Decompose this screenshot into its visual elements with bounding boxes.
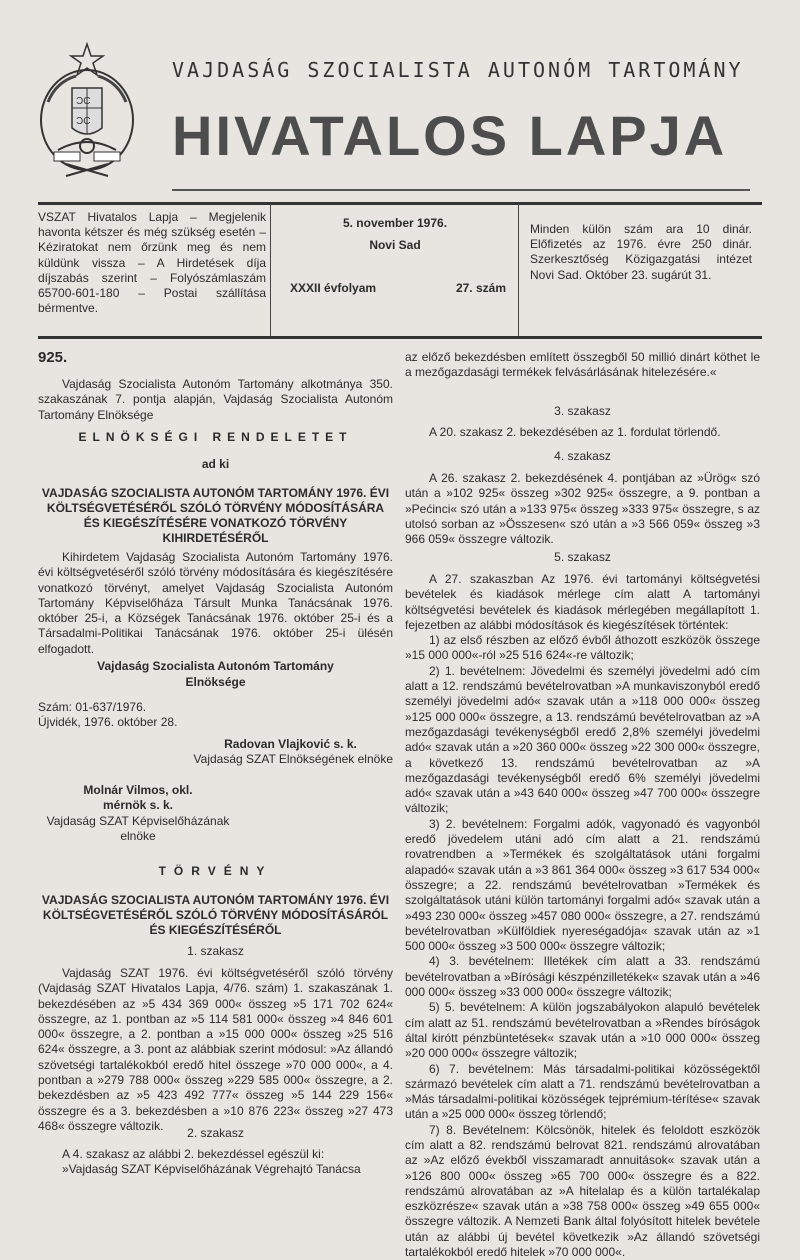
issue-date: 5. november 1976. xyxy=(342,216,448,230)
section-5-item: 4) 3. bevételnem: Illetékek cím alatt a 33. rendszámú bevételrovatban a »Bírósági készpénzilletékek« szavak után a »46 000 000« összeg »33 000 000« összegre változik; xyxy=(405,954,760,1000)
publication-notice: VSZAT Hivatalos Lapja – Megjelenik havonta kétszer és még szükség esetén – Kéziratokat nem őrzünk meg és nem küldünk vissza – A Hirdetések díja díjszabás szerint – Folyószámlaszám 65700-601-180 – Postai szállítása bérmentve. xyxy=(38,210,266,316)
section-5-body xyxy=(405,572,760,1260)
section-5-item: 2) 1. bevételnem: Jövedelmi és személyi jövedelmi adó cím alatt a 12. rendszámú bevételrovatban »A munkaviszonyból eredő személyi jövedelmi adó« szavak után a »118 000 000« összeg »125 000 000« összegre, a 13. rendszámú bevételrovatban az »A mezőgazdasági tevékenységből eredő 2,8% személyi jövedelmi adó« szavak után a »20 360 000« összeg »22 300 000« összegre, a következő 13. rendszámú bevételrovatban az »A mezőgazdasági tevékenységből eredő 6% személyi jövedelmi adó« szavak után a »43 640 000« összeg »47 700 000« összegre változik; xyxy=(405,663,760,816)
volume-number: XXXII évfolyam xyxy=(290,281,377,295)
signatory-2-title-2: elnöke xyxy=(120,828,156,843)
issue-place: Novi Sad xyxy=(369,238,421,252)
issue-info xyxy=(272,204,518,336)
coat-of-arms-emblem xyxy=(36,42,138,178)
info-box-divider xyxy=(518,204,519,336)
section-5-item: 3) 2. bevételnem: Forgalmi adók, vagyonadó és vagyonból eredő jövedelem utáni adó cím alatt a 21. rendszámú rovatrendben a »Termékek és szolgáltatások utáni forgalmi alapadó« szavak után a »3 861 364 000« összeg »3 617 534 000« összegre; a 22. rendszámú bevételrovatban »Termékek és szolgáltatások utáni külön tartományi forgalmi adó« szavak után a »493 230 000« összeg »457 080 000« összegre, a 27. rendszámú bevételrovatban »Külföldiek nyereségadója« szavak után az »1 500 000« összeg »3 500 000« összegre változik; xyxy=(405,816,760,954)
section-5-item: 7) 8. Bevételnem: Kölcsönök, hitelek és feloldott eszközök cím alatt a 82. rendszámú belrovat 821. rendszámú alrovatában az »Az előző évekből visszamaradt annuitások« szavak után a »126 800 000« összeg »65 700 000« összegre és a 822. rendszámú alrovatában az »A hitelalap és a külön tartalékalap eszközrésze« szavak után a »38 758 000« összeg »49 655 000« összegre változik. A Nemzeti Bank által folyósított hitelek bevétele után az alábbi új bevétel következik »Az állandó szövetségi tartalékokból eredő hitelek »70 000 000«. xyxy=(405,1122,760,1260)
decree-title: VAJDASÁG SZOCIALISTA AUTONÓM TARTOMÁNY 1976. ÉVI KÖLTSÉGVETÉSÉRŐL SZÓLÓ TÖRVÉNY MÓDOSÍTÁSÁRA ÉS KIEGÉSZÍTÉSÉRE VONATKOZÓ TÖRVÉNY KIHIRDETÉSÉRŐL xyxy=(41,486,390,545)
section-5-item: 5) 5. bevételnem: A külön jogszabályokon alapuló bevételek cím alatt az 51. rendszámú bevételrovatban a »Rendes bíróságok által kirótt pénzbüntetések« szavak után a »10 000 000« összeg »20 000 000« összegre változik; xyxy=(405,1000,760,1061)
signatory-2-name-1: Molnár Vilmos, okl. xyxy=(83,783,193,797)
issuer-line-1: Vajdaság Szocialista Autonóm Tartomány xyxy=(97,659,334,673)
section-2-text-1: A 4. szakasz az alábbi 2. bekezdéssel egészül ki: xyxy=(62,1147,325,1161)
decree-heading: ELNÖKSÉGI RENDELETET xyxy=(78,430,353,444)
continued-paragraph: az előző bekezdésben említett összegből 50 millió dinárt köthet le a mezőgazdasági termékek felvásárlásának hitelezésére.« xyxy=(405,350,760,380)
section-4-text: A 26. szakasz 2. bekezdésének 4. pontjában az »Ürög« szó után a »102 925« összeg »302 925« összegre, a 9. pontban a »Pećinci« szó után a »133 975« összeg »333 975« összegre, s az utolsó sorban az »Összesen« szó után a »3 566 059« összeg »3 966 059« összegre változik. xyxy=(405,471,760,547)
masthead-supertitle: VAJDASÁG SZOCIALISTA AUTONÓM TARTOMÁNY xyxy=(172,58,744,82)
section-5-item: 1) az első részben az előző évből áthozott eszközök összege »15 000 000«-ról »25 516 624«-re változik; xyxy=(405,633,760,663)
intro-paragraph: Vajdaság Szocialista Autonóm Tartomány alkotmánya 350. szakaszának 7. pontja alapján, Vajdaság Szocialista Autonóm Tartomány Elnöksége xyxy=(38,377,393,422)
law-title: VAJDASÁG SZOCIALISTA AUTONÓM TARTOMÁNY 1976. ÉVI KÖLTSÉGVETÉSÉRŐL SZÓLÓ TÖRVÉNY MÓDOSÍTÁSÁRÓL ÉS KIEGÉSZÍTÉSÉRŐL xyxy=(41,893,390,937)
signatory-1-title: Vajdaság SZAT Elnökségének elnöke xyxy=(193,752,393,766)
section-1-text: Vajdaság SZAT 1976. évi költségvetéséről szóló törvény (Vajdaság SZAT Hivatalos Lapja, 4/76. szám) 1. szakaszának 1. bekezdésében az »5 434 369 000« összeg »5 171 702 624« összegre, az 1. pontban az »5 114 581 000« összeg »4 846 601 000« összegre, a 2. pontban a »15 000 000« összeg »25 516 624« összegre, a 3. pont az alábbiak szerint módosul: »Az állandó szövetségi tartalékokból eredő hitel összege »70 000 000«, a 4. pontban a »279 788 000« összeg »229 585 000« összegre, a 2. bekezdésben az »5 423 492 777« összeg »5 144 229 156« összegre és a 3. bekezdésben a »10 876 223« összeg »27 473 468« összegre változik. xyxy=(38,966,393,1133)
issuer-line-2: Elnöksége xyxy=(185,675,246,689)
section-3-heading: 3. szakasz xyxy=(554,404,611,418)
svg-text:ϽC: ϽC xyxy=(76,96,91,107)
section-1-heading: 1. szakasz xyxy=(187,944,244,958)
proclamation-paragraph: Kihirdetem Vajdaság Szocialista Autonóm Tartomány 1976. évi költségvetéséről szóló törvény módosítására és kiegészítésére vonatkozó törvényt, amelyet Vajdaság Szocialista Autonóm Tartomány Képviselőháza Társult Munka Tanácsának 1976. október 25-i, a Községek Tanácsának 1976. október 25-i és a Társadalmi-Politikai Tanácsának 1976. október 25-i ülésén elfogadott. xyxy=(38,550,393,656)
signatory-1-name: Radovan Vlajković s. k. xyxy=(224,737,357,751)
reference-date: Újvidék, 1976. október 28. xyxy=(38,715,178,729)
svg-text:ϽC: ϽC xyxy=(76,116,91,127)
issue-number: 27. szám xyxy=(455,281,506,295)
signatory-2-title-1: Vajdaság SZAT Képviselőházának xyxy=(46,813,230,828)
info-box-divider xyxy=(270,204,271,336)
section-2-heading: 2. szakasz xyxy=(187,1126,244,1140)
law-heading: TÖRVÉNY xyxy=(158,864,273,878)
info-box-bottom-rule xyxy=(38,336,762,339)
masthead-title: HIVATALOS LAPJA xyxy=(172,104,728,167)
section-3-text: A 20. szakasz 2. bekezdésében az 1. fordulat törlendő. xyxy=(429,425,721,439)
signatory-2-name-2: mérnök s. k. xyxy=(102,798,174,813)
reference-number: Szám: 01-637/1976. xyxy=(38,700,147,714)
section-5-paragraph: A 27. szakaszban Az 1976. évi tartományi költségvetési bevételek és kiadások mérlege cím alatt A tartományi költségvetési bevételek és kiadások mérlegében megállapított 1. fejezetben az alábbi módosítások és kiegészítések történtek: xyxy=(405,572,760,632)
decree-adki: ad ki xyxy=(201,457,230,471)
section-2-text-2: »Vajdaság SZAT Képviselőházának Végrehajtó Tanácsa xyxy=(62,1162,361,1176)
section-5-heading: 5. szakasz xyxy=(554,550,611,564)
section-5-item: 6) 7. bevételnem: Más társadalmi-politikai közösségektől származó bevételek cím alatt a 71. rendszámú bevételrovatban a »Más társadalmi-politikai közösségek tejprémium-térítése« szavak után a »25 000 000« összeg törlendő; xyxy=(405,1061,760,1122)
subscription-info: Minden külön szám ara 10 dinár. Előfizetés az 1976. évre 250 dinár. Szerkesztőség Közigazgatási intézet Novi Sad. Október 23. sugárút 31. xyxy=(530,222,752,282)
section-4-heading: 4. szakasz xyxy=(554,449,611,463)
document-number: 925. xyxy=(38,349,68,366)
signatory-2 xyxy=(38,783,238,844)
masthead-divider xyxy=(172,189,750,191)
